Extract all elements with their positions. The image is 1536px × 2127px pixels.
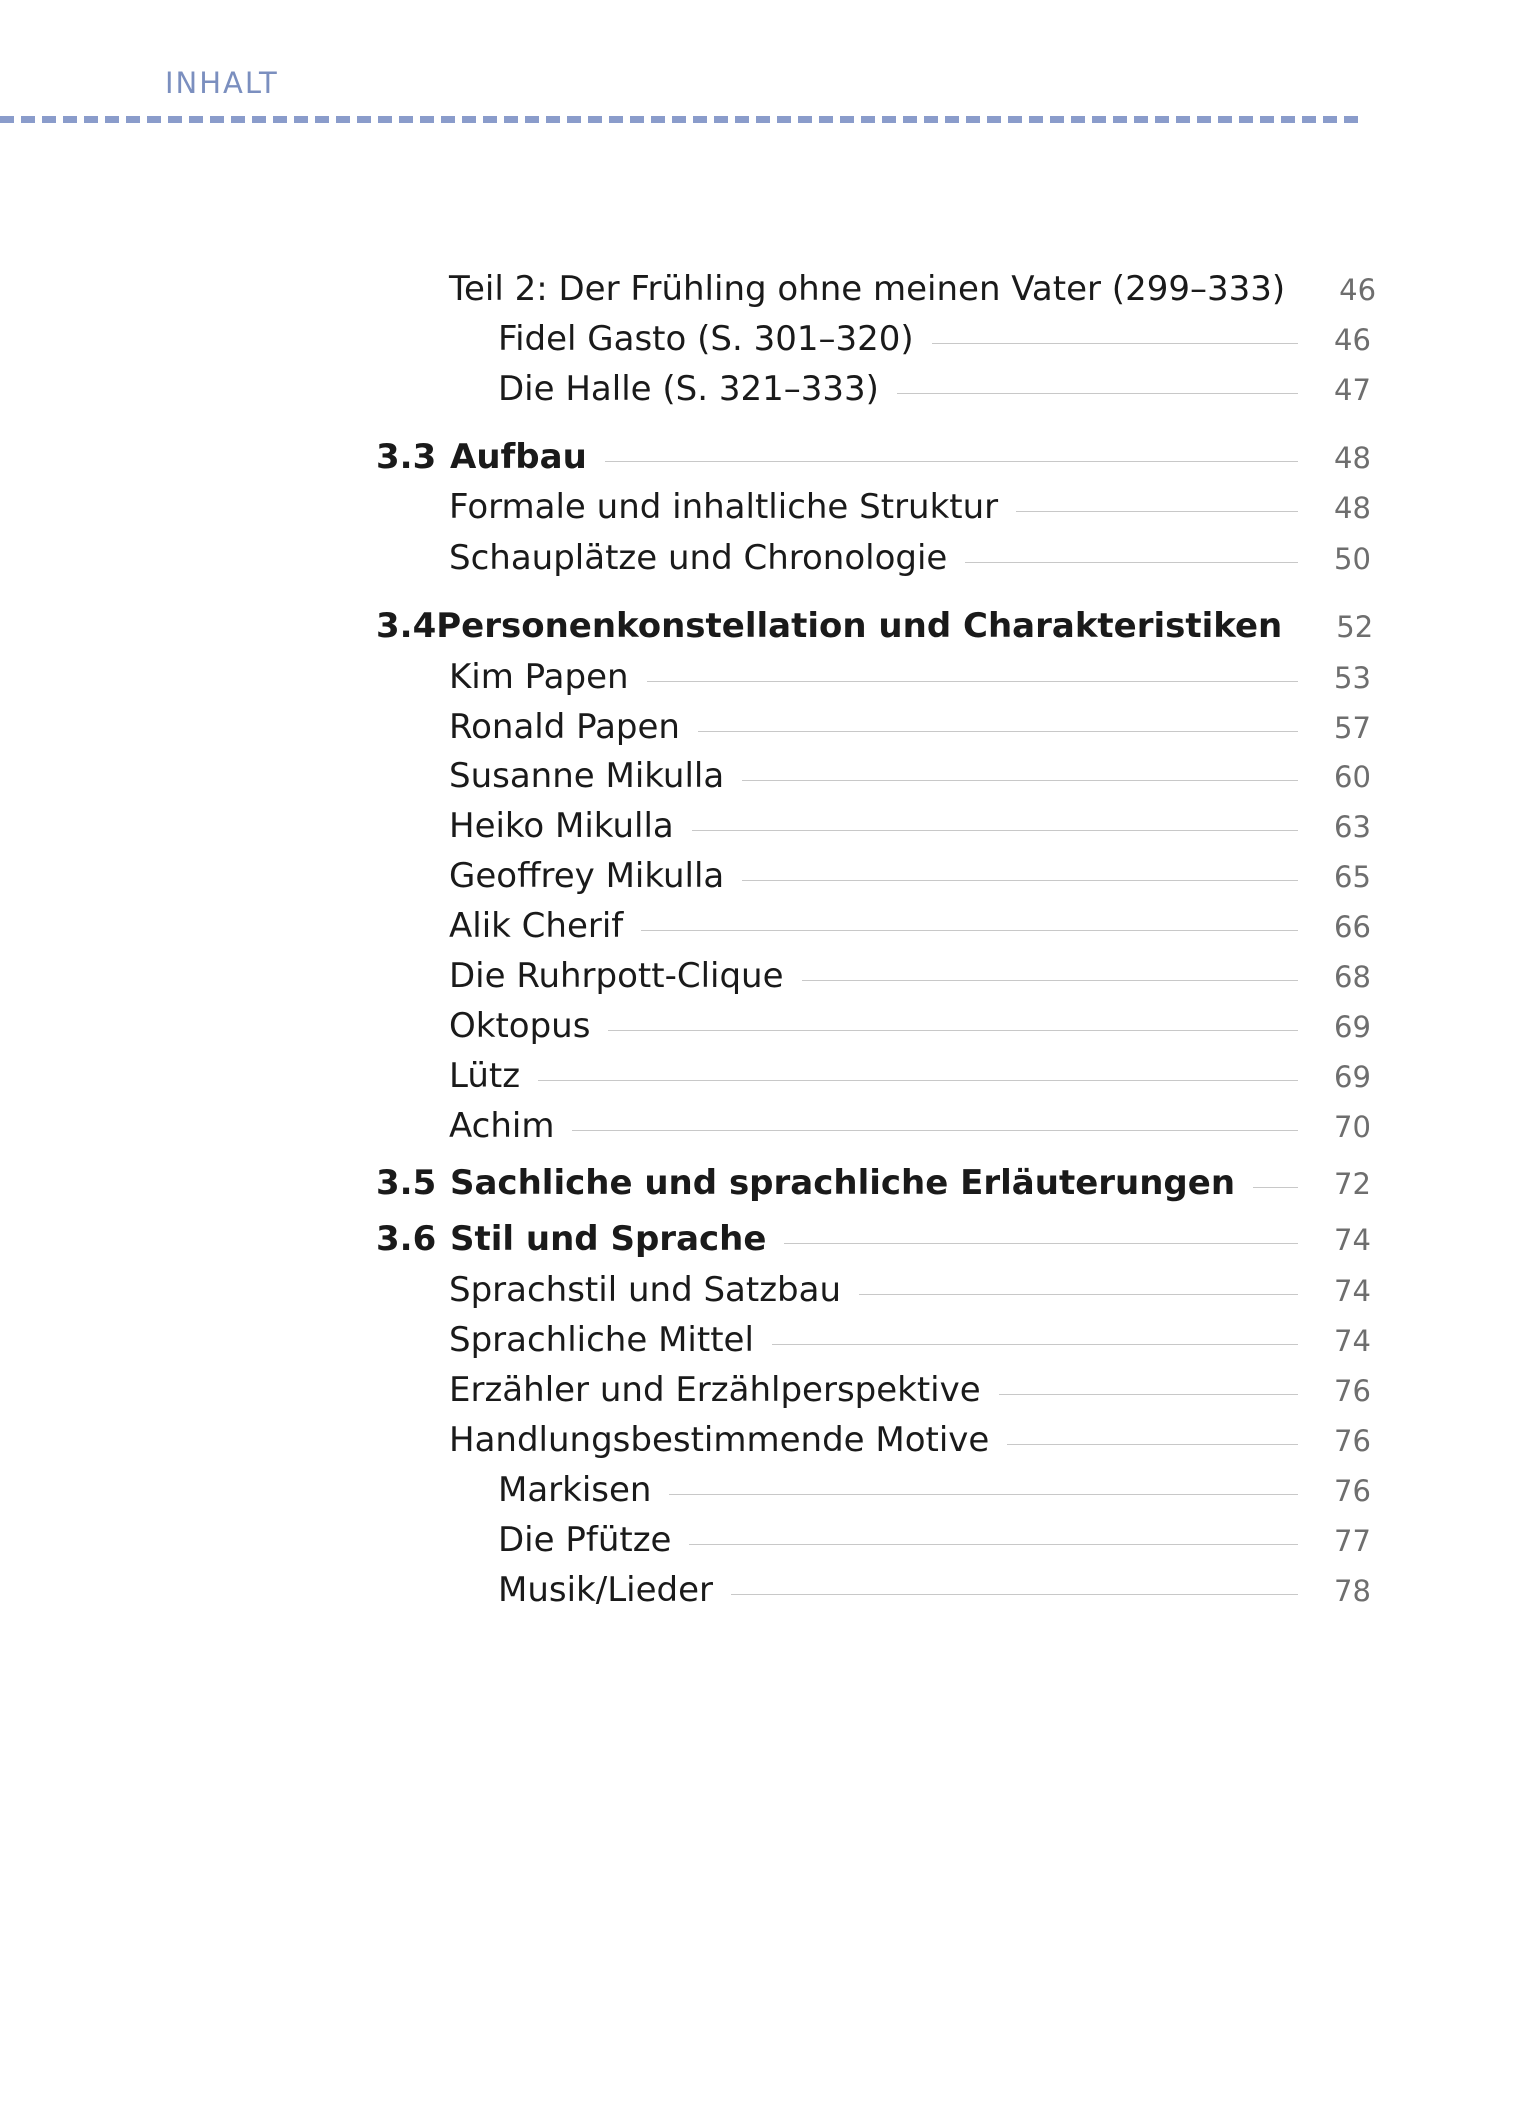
toc-entry-title: Die Halle (S. 321–333) xyxy=(498,369,879,409)
dot-leader xyxy=(605,461,1298,462)
toc-entry-page: 63 xyxy=(1334,810,1371,844)
dot-leader xyxy=(1016,511,1298,512)
toc-entry-title: Formale und inhaltliche Struktur xyxy=(449,487,999,527)
toc-entry-title: Markisen xyxy=(498,1470,652,1510)
dot-leader xyxy=(641,930,1298,931)
toc-entry-title: Sprachstil und Satzbau xyxy=(449,1270,842,1310)
toc-entry-title: Heiko Mikulla xyxy=(449,806,674,846)
toc-entry-page: 70 xyxy=(1334,1110,1371,1144)
toc-entry[interactable] xyxy=(498,1570,1371,1610)
toc-entry-page: 76 xyxy=(1334,1424,1371,1458)
toc-entry-title: Teil 2: Der Frühling ohne meinen Vater (299–333) xyxy=(449,269,1286,309)
toc-entry-page: 74 xyxy=(1334,1324,1371,1358)
toc-entry-title: Schauplätze und Chronologie xyxy=(449,538,948,578)
dot-leader xyxy=(742,780,1298,781)
toc-entry-title: Handlungsbestimmende Motive xyxy=(449,1420,990,1460)
toc-section-title: Aufbau xyxy=(450,437,587,477)
toc-entry-page: 46 xyxy=(1339,273,1377,307)
toc-entry-page: 48 xyxy=(1334,441,1371,475)
toc-entry[interactable] xyxy=(449,906,1371,946)
toc-entry[interactable] xyxy=(449,756,1371,796)
dot-leader xyxy=(731,1594,1298,1595)
toc-entry[interactable] xyxy=(449,956,1371,996)
toc-section[interactable] xyxy=(376,437,1371,477)
toc-entry[interactable] xyxy=(449,1106,1371,1146)
toc-entry[interactable] xyxy=(498,319,1371,359)
toc-section-number: 3.6 xyxy=(376,1219,437,1259)
toc-entry-title: Fidel Gasto (S. 301–320) xyxy=(498,319,914,359)
toc-entry-page: 50 xyxy=(1334,542,1371,576)
toc-entry[interactable] xyxy=(449,1006,1371,1046)
toc-entry-title: Ronald Papen xyxy=(449,707,680,747)
dot-leader xyxy=(965,562,1298,563)
dot-leader xyxy=(698,731,1298,732)
toc-entry[interactable] xyxy=(449,1320,1371,1360)
toc-entry[interactable] xyxy=(449,1370,1371,1410)
toc-entry-title: Die Ruhrpott-Clique xyxy=(449,956,784,996)
toc-entry[interactable] xyxy=(449,269,1377,309)
toc-section[interactable] xyxy=(376,1219,1371,1259)
toc-section-title: Sachliche und sprachliche Erläuterungen xyxy=(450,1163,1236,1203)
dot-leader xyxy=(692,830,1298,831)
toc-entry-title: Geoffrey Mikulla xyxy=(449,856,725,896)
toc-entry[interactable] xyxy=(449,856,1371,896)
toc-entry[interactable] xyxy=(449,707,1371,747)
dot-leader xyxy=(647,681,1298,682)
dot-leader xyxy=(608,1030,1298,1031)
toc-entry-title: Kim Papen xyxy=(449,657,629,697)
toc-section-title: Personenkonstellation und Charakteristiken xyxy=(436,606,1283,646)
dot-leader xyxy=(1007,1444,1298,1445)
toc-entry-title: Oktopus xyxy=(449,1006,591,1046)
toc-entry-title: Achim xyxy=(449,1106,555,1146)
toc-entry-page: 65 xyxy=(1334,860,1371,894)
toc-entry-page: 74 xyxy=(1334,1274,1371,1308)
toc-entry-page: 60 xyxy=(1334,760,1371,794)
dot-leader xyxy=(742,880,1298,881)
toc-entry-title: Erzähler und Erzählperspektive xyxy=(449,1370,981,1410)
toc-entry-page: 46 xyxy=(1334,323,1371,357)
toc-entry-page: 52 xyxy=(1336,610,1374,644)
dot-leader xyxy=(538,1080,1298,1081)
toc-entry-page: 68 xyxy=(1334,960,1371,994)
toc-entry[interactable] xyxy=(449,487,1371,527)
toc-section[interactable] xyxy=(376,1163,1371,1203)
dot-leader xyxy=(999,1394,1298,1395)
dot-leader xyxy=(669,1494,1298,1495)
toc-entry[interactable] xyxy=(498,1520,1371,1560)
running-head: INHALT xyxy=(165,66,279,100)
toc-section-number: 3.4 xyxy=(376,606,437,646)
dot-leader xyxy=(932,343,1298,344)
toc-entry-page: 77 xyxy=(1334,1524,1371,1558)
dot-leader xyxy=(859,1294,1298,1295)
toc-entry-page: 66 xyxy=(1334,910,1371,944)
toc-entry-title: Lütz xyxy=(449,1056,521,1096)
toc-entry[interactable] xyxy=(449,1420,1371,1460)
toc-entry-title: Susanne Mikulla xyxy=(449,756,725,796)
toc-section-title: Stil und Sprache xyxy=(450,1219,767,1259)
toc-entry-page: 57 xyxy=(1334,711,1371,745)
toc-entry-page: 69 xyxy=(1334,1060,1371,1094)
dot-leader xyxy=(1253,1187,1298,1188)
toc-entry-title: Alik Cherif xyxy=(449,906,624,946)
toc-entry-title: Die Pfütze xyxy=(498,1520,672,1560)
toc-entry[interactable] xyxy=(449,657,1371,697)
toc-entry-page: 53 xyxy=(1334,661,1371,695)
toc-section-number: 3.3 xyxy=(376,437,437,477)
toc-entry[interactable] xyxy=(449,806,1371,846)
toc-section[interactable] xyxy=(376,606,1374,646)
toc-entry-page: 78 xyxy=(1334,1574,1371,1608)
toc-section-number: 3.5 xyxy=(376,1163,437,1203)
toc-entry[interactable] xyxy=(498,369,1371,409)
dot-leader xyxy=(897,393,1298,394)
toc-entry-page: 69 xyxy=(1334,1010,1371,1044)
dot-leader xyxy=(772,1344,1298,1345)
toc-entry[interactable] xyxy=(449,1056,1371,1096)
toc-entry-page: 74 xyxy=(1334,1223,1371,1257)
toc-entry-page: 76 xyxy=(1334,1374,1371,1408)
toc-entry-page: 48 xyxy=(1334,491,1371,525)
dot-leader xyxy=(802,980,1298,981)
dot-leader xyxy=(784,1243,1298,1244)
toc-entry[interactable] xyxy=(449,538,1371,578)
dot-leader xyxy=(689,1544,1298,1545)
dot-leader xyxy=(572,1130,1298,1131)
toc-entry[interactable] xyxy=(449,1270,1371,1310)
toc-entry[interactable] xyxy=(498,1470,1371,1510)
toc-entry-title: Sprachliche Mittel xyxy=(449,1320,754,1360)
toc-entry-page: 47 xyxy=(1334,373,1371,407)
toc-entry-page: 72 xyxy=(1334,1167,1371,1201)
toc-entry-page: 76 xyxy=(1334,1474,1371,1508)
toc-entry-title: Musik/Lieder xyxy=(498,1570,713,1610)
